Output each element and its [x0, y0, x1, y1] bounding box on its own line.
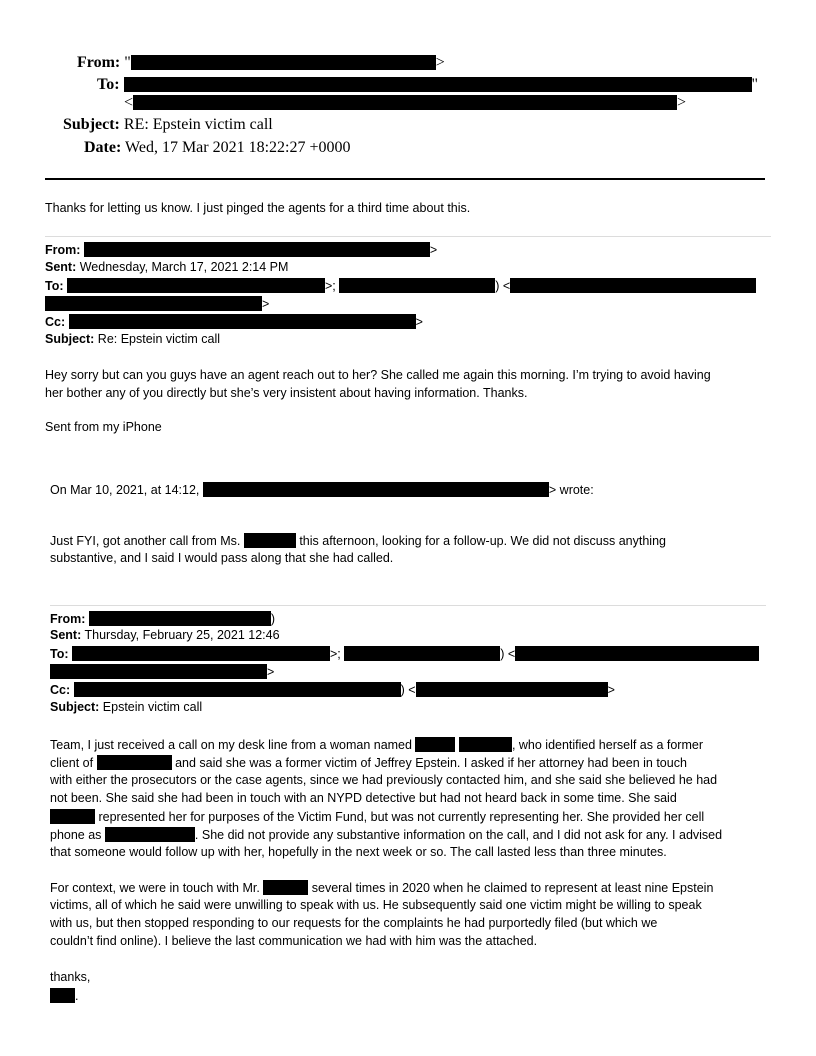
quote-body-line — [50, 533, 666, 548]
msg3-to-row — [50, 646, 759, 661]
quote-attribution — [50, 482, 594, 497]
from-label: From: — [50, 612, 86, 626]
date-row — [84, 139, 351, 157]
body-text: For context, we were in touch with Mr. — [50, 881, 260, 895]
subject-row — [63, 116, 273, 134]
from-label: From: — [45, 243, 81, 257]
redaction-block — [416, 682, 608, 697]
to-close: > — [262, 297, 270, 311]
msg2-subject-row — [45, 332, 220, 346]
date-label: Date: — [84, 139, 122, 156]
redaction-block — [50, 988, 75, 1003]
sent-label: Sent: — [50, 628, 82, 642]
redaction-block — [133, 95, 677, 110]
to-separator: ) < — [495, 279, 511, 293]
redaction-block — [263, 880, 308, 895]
from-label: From: — [77, 54, 121, 71]
msg3-sent-row — [50, 628, 280, 642]
from-open-quote: " — [124, 54, 131, 71]
cc-separator: ) < — [400, 683, 416, 697]
redaction-block — [244, 533, 296, 548]
msg3-to-row-cont — [50, 664, 274, 679]
attribution-prefix: On Mar 10, 2021, at 14:12, — [50, 483, 200, 497]
redaction-block — [50, 809, 95, 824]
body-text: . She did not provide any substantive information on the call, and I did not ask for any. I advised — [194, 828, 723, 842]
sent-value: Wednesday, March 17, 2021 2:14 PM — [79, 260, 289, 274]
msg3-body-line: that someone would follow up with her, hopefully in the next week or so. The call lasted less than three minutes. — [50, 845, 667, 859]
msg3-body-line — [50, 755, 687, 770]
body-text: Team, I just received a call on my desk line from a woman named — [50, 738, 412, 752]
redaction-block — [415, 737, 455, 752]
from-close: > — [429, 243, 438, 257]
msg2-to-row — [45, 278, 756, 293]
redaction-block — [45, 296, 262, 311]
quote-text: Just FYI, got another call from Ms. — [50, 534, 241, 548]
date-value: Wed, 17 Mar 2021 18:22:27 +0000 — [125, 139, 351, 156]
msg3-from-row — [50, 611, 275, 626]
attribution-suffix: > wrote: — [548, 483, 594, 497]
redaction-block — [84, 242, 430, 257]
body-text: and said she was a former victim of Jeffrey Epstein. I asked if her attorney had been in touch — [175, 756, 687, 770]
from-close-angle: > — [435, 54, 445, 71]
redaction-block — [515, 646, 759, 661]
msg3-signature — [50, 988, 78, 1003]
msg2-cc-row — [45, 314, 423, 329]
redaction-block — [69, 314, 416, 329]
msg3-body-line: with either the prosecutors or the case agents, since we had previously contacted him, and she said she believed he had — [50, 773, 718, 787]
to-label: To: — [50, 647, 69, 661]
to-close-quote: " — [751, 76, 759, 93]
redaction-block — [67, 278, 325, 293]
subject-value: Epstein victim call — [102, 700, 203, 714]
to-address-row — [124, 94, 686, 112]
from-close: ) — [270, 612, 276, 626]
to-close: > — [267, 665, 275, 679]
redaction-block — [459, 737, 512, 752]
sent-label: Sent: — [45, 260, 77, 274]
redaction-block — [510, 278, 756, 293]
sent-value: Thursday, February 25, 2021 12:46 — [84, 628, 280, 642]
msg3-body-line: not been. She said she had been in touch with an NYPD detective but had not heard back in some time. She said — [50, 791, 677, 805]
msg3-body-line: with us, but then stopped responding to our requests for the complaints he had purportedly filed (but which we — [50, 916, 658, 930]
message-separator — [50, 605, 766, 606]
to-separator: >; — [330, 647, 341, 661]
quote-body-line: substantive, and I said I would pass along that she had called. — [50, 551, 394, 565]
redaction-block — [97, 755, 172, 770]
msg3-body-line — [50, 827, 722, 842]
msg3-body-line — [50, 809, 704, 824]
to-separator: ) < — [500, 647, 516, 661]
to-row — [97, 76, 758, 94]
cc-close: > — [607, 683, 615, 697]
cc-close: > — [415, 315, 423, 329]
redaction-block — [89, 611, 271, 626]
msg3-body-line: couldn’t find online). I believe the last communication we had with him was the attached. — [50, 934, 538, 948]
redaction-block — [50, 664, 267, 679]
signature-period: . — [75, 989, 79, 1003]
to-label: To: — [45, 279, 64, 293]
subject-value: Re: Epstein victim call — [97, 332, 221, 346]
to-label: To: — [97, 76, 120, 93]
redaction-block — [72, 646, 330, 661]
redaction-block — [124, 77, 752, 92]
msg2-body-line: her bother any of you directly but she’s very insistent about having information. Thanks. — [45, 386, 528, 400]
body-text: phone as — [50, 828, 102, 842]
body-text: several times in 2020 when he claimed to represent at least nine Epstein — [311, 881, 714, 895]
body-text: client of — [50, 756, 94, 770]
msg2-sent-row — [45, 260, 288, 274]
cc-label: Cc: — [50, 683, 71, 697]
msg2-from-row — [45, 242, 437, 257]
msg3-signoff: thanks, — [50, 970, 91, 984]
redaction-block — [203, 482, 549, 497]
msg3-body-line: victims, all of which he said were unwilling to speak with us. He subsequently said one victim might be willing to speak — [50, 898, 702, 912]
reply-text: Thanks for letting us know. I just pinged the agents for a third time about this. — [45, 201, 471, 215]
to-separator: >; — [325, 279, 336, 293]
subject-label: Subject: — [63, 116, 120, 133]
body-text: , who identified herself as a former — [511, 738, 704, 752]
cc-label: Cc: — [45, 315, 66, 329]
redaction-block — [344, 646, 500, 661]
message-separator — [45, 236, 771, 237]
to-open-angle: < — [124, 94, 134, 111]
msg3-body-line — [50, 737, 703, 752]
quote-text: this afternoon, looking for a follow-up. We did not discuss anything — [299, 534, 666, 548]
subject-label: Subject: — [50, 700, 100, 714]
subject-value: RE: Epstein victim call — [123, 116, 273, 133]
msg3-cc-row — [50, 682, 615, 697]
redaction-block — [339, 278, 495, 293]
from-row — [77, 54, 445, 72]
msg2-signature: Sent from my iPhone — [45, 420, 162, 434]
msg2-body-line: Hey sorry but can you guys have an agent reach out to her? She called me again this morning. I’m trying to avoid having — [45, 368, 711, 382]
redaction-block — [105, 827, 195, 842]
msg3-subject-row — [50, 700, 202, 714]
msg3-body-line — [50, 880, 713, 895]
body-text: represented her for purposes of the Victim Fund, but was not currently representing her. She provided her cell — [98, 810, 705, 824]
redaction-block — [131, 55, 436, 70]
header-divider — [45, 178, 765, 180]
subject-label: Subject: — [45, 332, 95, 346]
redaction-block — [74, 682, 401, 697]
msg2-to-row-cont — [45, 296, 269, 311]
to-close-angle: > — [677, 94, 687, 111]
